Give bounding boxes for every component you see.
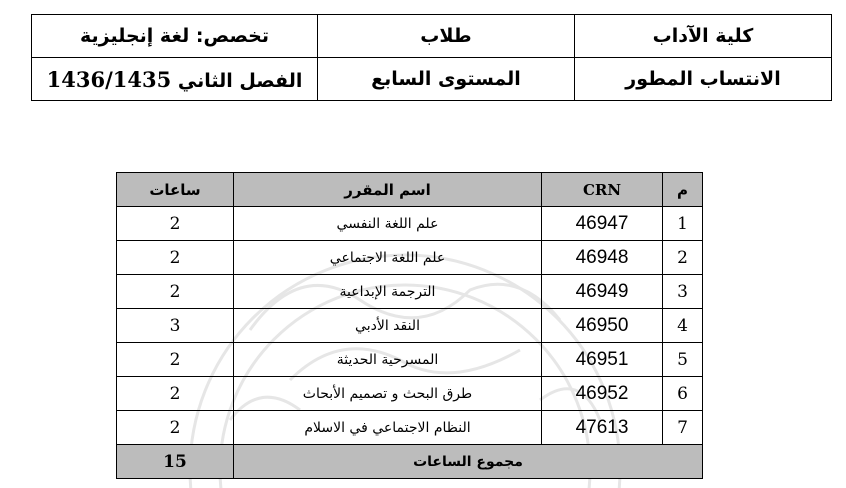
college-cell: كلية الآداب bbox=[575, 15, 832, 58]
course-name: النقد الأدبي bbox=[234, 309, 542, 343]
course-crn: 46950 bbox=[542, 309, 663, 343]
info-table bbox=[31, 14, 832, 101]
total-row bbox=[117, 445, 703, 479]
course-row bbox=[117, 309, 703, 343]
header-name: اسم المقرر bbox=[234, 173, 542, 207]
specialization-cell: تخصص: لغة إنجليزية bbox=[32, 15, 318, 58]
course-hours: 2 bbox=[117, 207, 234, 241]
course-hours: 2 bbox=[117, 241, 234, 275]
courses-table bbox=[116, 172, 703, 479]
course-crn: 46952 bbox=[542, 377, 663, 411]
course-crn: 46951 bbox=[542, 343, 663, 377]
course-name: طرق البحث و تصميم الأبحاث bbox=[234, 377, 542, 411]
header-hours: ساعات bbox=[117, 173, 234, 207]
course-hours: 2 bbox=[117, 343, 234, 377]
course-hours: 2 bbox=[117, 377, 234, 411]
course-row bbox=[117, 207, 703, 241]
course-num: 7 bbox=[663, 411, 703, 445]
info-row-bottom bbox=[32, 58, 832, 101]
course-name: الترجمة الإبداعية bbox=[234, 275, 542, 309]
total-label: مجموع الساعات bbox=[234, 445, 703, 479]
total-hours: 15 bbox=[117, 445, 234, 479]
term-label: الفصل الثاني bbox=[177, 69, 303, 92]
term-year: 1436/1435 bbox=[46, 66, 172, 92]
course-name: علم اللغة النفسي bbox=[234, 207, 542, 241]
course-hours: 2 bbox=[117, 411, 234, 445]
level-cell: المستوى السابع bbox=[318, 58, 575, 101]
course-crn: 46947 bbox=[542, 207, 663, 241]
course-crn: 46948 bbox=[542, 241, 663, 275]
course-row bbox=[117, 377, 703, 411]
course-row bbox=[117, 275, 703, 309]
course-crn: 46949 bbox=[542, 275, 663, 309]
header-crn: CRN bbox=[542, 173, 663, 207]
course-num: 6 bbox=[663, 377, 703, 411]
mode-cell: الانتساب المطور bbox=[575, 58, 832, 101]
course-num: 5 bbox=[663, 343, 703, 377]
course-row bbox=[117, 343, 703, 377]
course-hours: 2 bbox=[117, 275, 234, 309]
course-row bbox=[117, 241, 703, 275]
term-cell bbox=[32, 58, 318, 101]
course-num: 2 bbox=[663, 241, 703, 275]
course-num: 3 bbox=[663, 275, 703, 309]
info-row-top bbox=[32, 15, 832, 58]
course-hours: 3 bbox=[117, 309, 234, 343]
course-name: النظام الاجتماعي في الاسلام bbox=[234, 411, 542, 445]
courses-header-row bbox=[117, 173, 703, 207]
course-num: 1 bbox=[663, 207, 703, 241]
course-name: علم اللغة الاجتماعي bbox=[234, 241, 542, 275]
header-num: م bbox=[663, 173, 703, 207]
course-row bbox=[117, 411, 703, 445]
students-cell: طلاب bbox=[318, 15, 575, 58]
course-name: المسرحية الحديثة bbox=[234, 343, 542, 377]
course-num: 4 bbox=[663, 309, 703, 343]
course-crn: 47613 bbox=[542, 411, 663, 445]
